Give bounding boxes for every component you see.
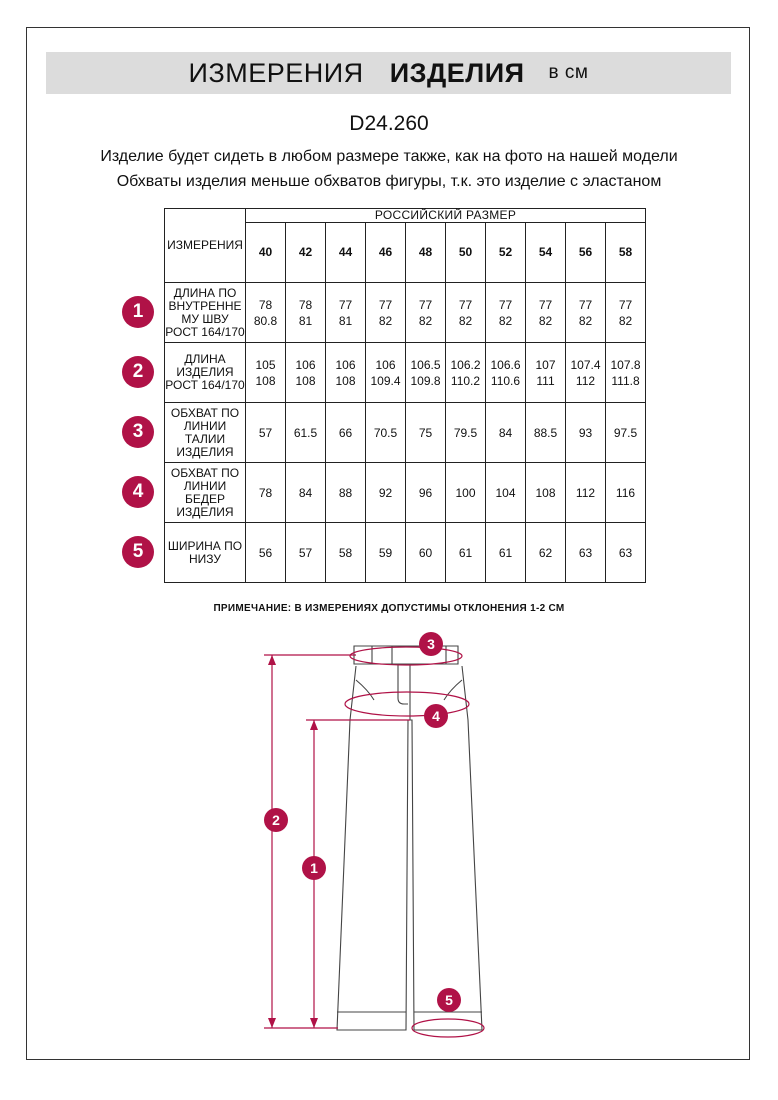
title-unit: в см — [548, 62, 589, 83]
pants-outline — [337, 646, 482, 1030]
measurement-label-line: ИЗДЕЛИЯ — [176, 444, 234, 459]
measurement-value: 82 — [458, 313, 473, 328]
measurement-value: 56 — [258, 545, 273, 560]
measurement-value: 77 — [418, 297, 433, 312]
measurement-label-line: БЕДЕР — [184, 491, 225, 506]
measurement-value: 75 — [418, 425, 433, 440]
measurement-value: 78 — [298, 297, 313, 312]
measurement-value: 108 — [535, 485, 556, 500]
measurement-value: 112 — [575, 373, 596, 388]
measurement-value: 100 — [455, 485, 476, 500]
measurement-value: 82 — [578, 313, 593, 328]
diagram-marker-2: 2 — [264, 808, 288, 832]
measurement-value: 61 — [458, 545, 473, 560]
size-header-44: 44 — [326, 223, 366, 283]
title-measurements: ИЗМЕРЕНИЯ — [188, 57, 364, 88]
measurement-value: 58 — [338, 545, 353, 560]
measurement-value: 80.8 — [253, 313, 278, 328]
measurement-value: 112 — [575, 485, 596, 500]
elastane-note: Обхваты изделия меньше обхватов фигуры, т.к. это изделие с эластаном — [116, 173, 662, 190]
measurement-value: 61 — [498, 545, 513, 560]
measurement-label-line: ДЛИНА — [184, 352, 226, 366]
measurement-label-line: РОСТ 164/170 — [165, 324, 245, 339]
measurement-value: 109.8 — [410, 373, 441, 388]
measurement-value: 77 — [498, 297, 513, 312]
size-header-40: 40 — [246, 223, 286, 283]
measurement-label-line: ДЛИНА ПО — [173, 285, 237, 300]
fit-note: Изделие будет сидеть в любом размере также, как на фото на нашей модели — [100, 148, 678, 165]
measurement-value: 111 — [536, 373, 555, 388]
measurement-value: 116 — [615, 485, 636, 500]
measurement-value: 104 — [495, 485, 516, 500]
measurement-value: 110.6 — [490, 373, 521, 388]
measurement-value: 57 — [258, 425, 273, 440]
measurement-value: 81 — [298, 313, 313, 328]
measure-lines — [264, 647, 484, 1037]
measurement-label-line: НИЗУ — [188, 551, 222, 566]
size-header-58: 58 — [606, 223, 646, 283]
size-header-46: 46 — [366, 223, 406, 283]
arrow-heads — [268, 655, 318, 1028]
row-badge-2: 2 — [122, 356, 154, 388]
measurement-value: 62 — [538, 545, 553, 560]
measurement-label-line: ТАЛИИ — [184, 431, 226, 446]
diagram-marker-1: 1 — [302, 856, 326, 880]
row-badge-3: 3 — [122, 416, 154, 448]
measurement-value: 107.4 — [570, 357, 601, 372]
measurement-value: 111.8 — [611, 373, 640, 388]
measurement-label-line: ОБХВАТ ПО — [170, 405, 240, 420]
row-badge-5: 5 — [122, 536, 154, 568]
measurement-value: 107 — [535, 357, 556, 372]
measurement-label-line: МУ ШВУ — [181, 311, 229, 326]
row-badge-4: 4 — [122, 476, 154, 508]
size-header-42: 42 — [286, 223, 326, 283]
measurement-value: 66 — [338, 425, 353, 440]
measurement-value: 84 — [298, 485, 313, 500]
measurement-label-line: ВНУТРЕННЕ — [168, 298, 242, 313]
measurement-value: 108 — [335, 373, 356, 388]
measurement-value: 78 — [258, 297, 273, 312]
measurement-value: 105 — [255, 357, 276, 372]
measurement-value: 110.2 — [450, 373, 481, 388]
measurement-label-line: ИЗДЕЛИЯ — [176, 365, 234, 379]
measurement-label-line: ЛИНИИ — [183, 478, 227, 493]
size-header-50: 50 — [446, 223, 486, 283]
size-group-label: РОССИЙСКИЙ РАЗМЕР — [246, 209, 646, 223]
measurement-value: 82 — [618, 313, 633, 328]
measurement-value: 88.5 — [533, 425, 558, 440]
measurement-value: 107.8 — [610, 357, 641, 372]
measurement-value: 106 — [295, 357, 316, 372]
diagram-marker-5: 5 — [437, 988, 461, 1012]
size-header-48: 48 — [406, 223, 446, 283]
measurement-value: 106.6 — [490, 357, 521, 372]
measurement-value: 63 — [618, 545, 633, 560]
measurement-value: 97.5 — [613, 425, 638, 440]
measurement-value: 108 — [255, 373, 276, 388]
measurement-value: 82 — [498, 313, 513, 328]
measurement-value: 108 — [295, 373, 316, 388]
measurement-label-line: ИЗДЕЛИЯ — [176, 504, 234, 519]
measurement-value: 70.5 — [373, 425, 398, 440]
measurement-value: 106.2 — [450, 357, 481, 372]
measurement-value: 82 — [418, 313, 433, 328]
waist-girth-mark — [350, 647, 462, 665]
measurement-value: 77 — [578, 297, 593, 312]
measurement-value: 82 — [378, 313, 393, 328]
measurement-value: 63 — [578, 545, 593, 560]
diagram-marker-3: 3 — [419, 632, 443, 656]
measurement-value: 106.5 — [410, 357, 441, 372]
measurement-value: 109.4 — [370, 373, 401, 388]
size-header-52: 52 — [486, 223, 526, 283]
row-badge-1: 1 — [122, 296, 154, 328]
measurement-value: 96 — [418, 485, 433, 500]
measurement-value: 92 — [378, 485, 393, 500]
measurement-label-line: ШИРИНА ПО — [167, 538, 243, 553]
model-code: D24.260 — [349, 112, 429, 135]
measurement-value: 77 — [378, 297, 393, 312]
measurement-value: 59 — [378, 545, 393, 560]
measurement-value: 93 — [578, 425, 593, 440]
hem-width-mark — [412, 1019, 484, 1037]
measurement-value: 106 — [335, 357, 356, 372]
size-header-56: 56 — [566, 223, 606, 283]
corner-label: ИЗМЕРЕНИЯ — [165, 209, 246, 283]
measurement-value: 61.5 — [293, 425, 318, 440]
measurement-value: 81 — [338, 313, 353, 328]
measurement-label-line: РОСТ 164/170 — [165, 378, 245, 392]
measurement-value: 60 — [418, 545, 433, 560]
measurement-value: 77 — [338, 297, 353, 312]
measurement-value: 57 — [298, 545, 313, 560]
diagram-marker-4: 4 — [424, 704, 448, 728]
title-product: ИЗДЕЛИЯ — [389, 57, 525, 88]
measurement-value: 78 — [258, 485, 273, 500]
measurement-label-line: ЛИНИИ — [183, 418, 227, 433]
measurement-value: 106 — [375, 357, 396, 372]
measurement-value: 77 — [538, 297, 553, 312]
measurement-value: 77 — [618, 297, 633, 312]
measurement-value: 84 — [498, 425, 513, 440]
measurement-value: 82 — [538, 313, 553, 328]
tolerance-remark: ПРИМЕЧАНИЕ: В ИЗМЕРЕНИЯХ ДОПУСТИМЫ ОТКЛОНЕНИЯ 1-2 СМ — [213, 603, 565, 614]
measurement-value: 79.5 — [453, 425, 478, 440]
measurement-value: 88 — [338, 485, 353, 500]
measurement-value: 77 — [458, 297, 473, 312]
measurement-label-line: ОБХВАТ ПО — [170, 465, 240, 480]
size-header-54: 54 — [526, 223, 566, 283]
